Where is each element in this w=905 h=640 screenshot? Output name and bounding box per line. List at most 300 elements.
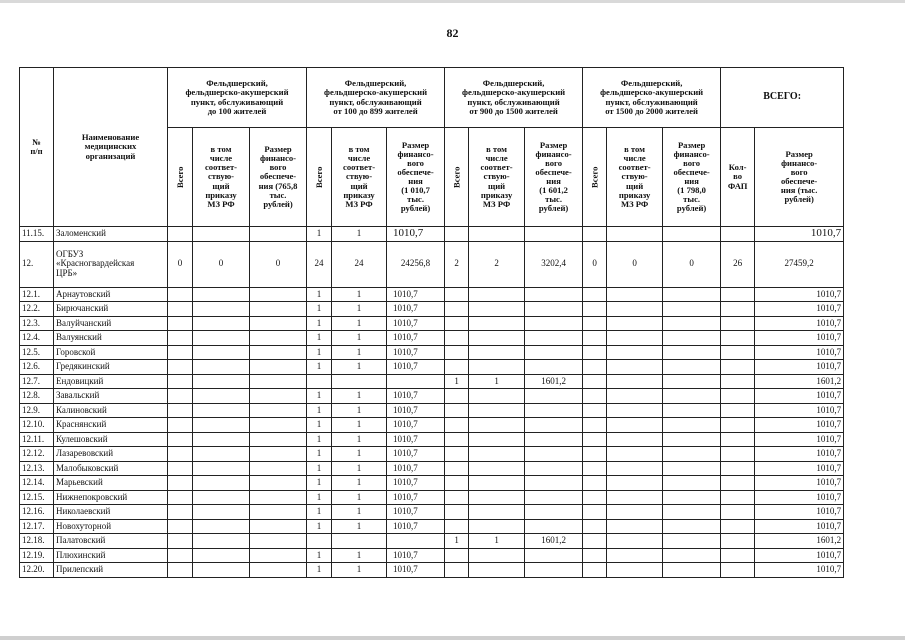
value-cell <box>469 302 525 317</box>
value-cell <box>663 461 721 476</box>
value-cell: 0 <box>250 241 307 287</box>
value-cell <box>193 563 250 578</box>
value-cell <box>387 374 445 389</box>
value-cell <box>721 505 755 520</box>
value-cell <box>721 519 755 534</box>
value-cell: 1 <box>307 432 332 447</box>
value-cell <box>469 345 525 360</box>
value-cell <box>250 519 307 534</box>
organization-name-cell: Прилепский <box>54 563 168 578</box>
value-cell <box>193 476 250 491</box>
value-cell <box>663 389 721 404</box>
value-cell: 2 <box>445 241 469 287</box>
organization-name-cell: Арнаутовский <box>54 287 168 302</box>
value-cell: 1010,7 <box>387 389 445 404</box>
table-row <box>20 432 844 447</box>
value-cell <box>469 287 525 302</box>
value-cell: 1601,2 <box>525 534 583 549</box>
value-cell: 1 <box>445 534 469 549</box>
header-size-2: Размер финансо- вого обеспече- ния (1 010,7 тыс. рублей) <box>387 128 445 227</box>
table-row <box>20 548 844 563</box>
header-size-3: Размер финансо- вого обеспече- ния (1 601,2 тыс. рублей) <box>525 128 583 227</box>
value-cell <box>607 548 663 563</box>
value-cell <box>469 505 525 520</box>
value-cell <box>721 389 755 404</box>
value-cell <box>250 548 307 563</box>
value-cell: 1010,7 <box>387 345 445 360</box>
value-cell <box>469 563 525 578</box>
value-cell: 1 <box>307 519 332 534</box>
table-row <box>20 316 844 331</box>
value-cell <box>445 432 469 447</box>
value-cell <box>445 403 469 418</box>
value-cell: 24 <box>307 241 332 287</box>
value-cell <box>663 534 721 549</box>
value-cell <box>583 374 607 389</box>
value-cell <box>193 447 250 462</box>
value-cell <box>583 287 607 302</box>
value-cell <box>445 461 469 476</box>
row-number-cell: 12.9. <box>20 403 54 418</box>
value-cell <box>525 505 583 520</box>
value-cell <box>250 476 307 491</box>
value-cell: 1 <box>332 331 387 346</box>
value-cell: 1 <box>307 505 332 520</box>
value-cell <box>469 476 525 491</box>
row-number-cell: 12.3. <box>20 316 54 331</box>
value-cell <box>525 418 583 433</box>
organization-name-cell: Плюхинский <box>54 548 168 563</box>
value-cell: 1 <box>307 461 332 476</box>
value-cell <box>663 403 721 418</box>
organization-name-cell: ОГБУЗ «Красногвардейская ЦРБ» <box>54 241 168 287</box>
value-cell <box>583 519 607 534</box>
row-number-cell: 12.12. <box>20 447 54 462</box>
value-cell <box>469 227 525 242</box>
value-cell <box>250 389 307 404</box>
value-cell <box>445 476 469 491</box>
value-cell <box>663 331 721 346</box>
value-cell <box>445 302 469 317</box>
value-cell <box>250 432 307 447</box>
value-cell <box>607 418 663 433</box>
value-cell <box>445 227 469 242</box>
value-cell: 1 <box>332 227 387 242</box>
value-cell <box>607 331 663 346</box>
value-cell <box>469 519 525 534</box>
value-cell: 1 <box>307 418 332 433</box>
organization-name-cell: Николаевский <box>54 505 168 520</box>
value-cell <box>445 563 469 578</box>
value-cell <box>607 345 663 360</box>
table-row <box>20 505 844 520</box>
value-cell <box>250 287 307 302</box>
value-cell: 1010,7 <box>387 490 445 505</box>
row-number-cell: 12.18. <box>20 534 54 549</box>
organization-name-cell: Кулешовский <box>54 432 168 447</box>
value-cell <box>525 331 583 346</box>
value-cell <box>193 227 250 242</box>
value-cell <box>721 227 755 242</box>
value-cell <box>445 418 469 433</box>
value-cell: 1010,7 <box>387 563 445 578</box>
value-cell: 1010,7 <box>755 418 844 433</box>
value-cell <box>168 476 193 491</box>
value-cell <box>445 345 469 360</box>
value-cell <box>583 490 607 505</box>
row-number-cell: 12.13. <box>20 461 54 476</box>
value-cell <box>607 403 663 418</box>
value-cell: 1010,7 <box>755 432 844 447</box>
value-cell <box>250 345 307 360</box>
header-vsego-4: Всего <box>583 128 607 227</box>
header-size-4: Размер финансо- вого обеспече- ния (1 798,0 тыс. рублей) <box>663 128 721 227</box>
value-cell <box>250 227 307 242</box>
value-cell <box>193 490 250 505</box>
value-cell: 1 <box>332 360 387 375</box>
value-cell <box>607 490 663 505</box>
table-row <box>20 374 844 389</box>
value-cell: 1010,7 <box>755 563 844 578</box>
value-cell <box>168 461 193 476</box>
header-num: № п/п <box>20 68 54 227</box>
value-cell: 1 <box>307 316 332 331</box>
header-total: ВСЕГО: <box>721 68 844 128</box>
value-cell <box>250 447 307 462</box>
value-cell: 1010,7 <box>755 461 844 476</box>
value-cell <box>721 490 755 505</box>
organization-name-cell: Завальский <box>54 389 168 404</box>
value-cell <box>525 461 583 476</box>
header-vsego-2: Всего <box>307 128 332 227</box>
header-vtom-3: в том числе соответ- ствую- щий приказу МЗ РФ <box>469 128 525 227</box>
value-cell: 1010,7 <box>387 302 445 317</box>
value-cell: 1010,7 <box>755 287 844 302</box>
value-cell <box>193 519 250 534</box>
value-cell <box>193 287 250 302</box>
value-cell: 1010,7 <box>755 345 844 360</box>
table-row <box>20 476 844 491</box>
value-cell <box>168 345 193 360</box>
row-number-cell: 12.15. <box>20 490 54 505</box>
value-cell <box>583 316 607 331</box>
value-cell <box>663 345 721 360</box>
value-cell: 1 <box>332 563 387 578</box>
value-cell <box>663 476 721 491</box>
organization-name-cell: Краснянский <box>54 418 168 433</box>
value-cell <box>168 534 193 549</box>
value-cell <box>663 490 721 505</box>
value-cell: 1010,7 <box>755 519 844 534</box>
organization-name-cell: Нижнепокровский <box>54 490 168 505</box>
value-cell <box>583 505 607 520</box>
value-cell <box>607 519 663 534</box>
value-cell: 1 <box>332 476 387 491</box>
row-number-cell: 12.11. <box>20 432 54 447</box>
value-cell <box>250 505 307 520</box>
value-cell <box>445 548 469 563</box>
value-cell <box>469 461 525 476</box>
table-header <box>20 68 844 227</box>
value-cell <box>525 287 583 302</box>
value-cell <box>663 418 721 433</box>
value-cell: 1010,7 <box>387 519 445 534</box>
value-cell <box>193 360 250 375</box>
value-cell <box>168 563 193 578</box>
value-cell <box>469 389 525 404</box>
row-number-cell: 12.8. <box>20 389 54 404</box>
value-cell: 1 <box>307 403 332 418</box>
value-cell: 1 <box>307 360 332 375</box>
value-cell <box>607 447 663 462</box>
value-cell: 1010,7 <box>387 227 445 242</box>
value-cell <box>583 360 607 375</box>
value-cell <box>663 432 721 447</box>
value-cell <box>721 418 755 433</box>
value-cell: 1010,7 <box>755 331 844 346</box>
value-cell <box>445 490 469 505</box>
value-cell: 1 <box>332 519 387 534</box>
value-cell: 24256,8 <box>387 241 445 287</box>
table-row <box>20 563 844 578</box>
value-cell <box>525 227 583 242</box>
value-cell <box>607 360 663 375</box>
value-cell <box>721 461 755 476</box>
value-cell <box>469 432 525 447</box>
value-cell <box>583 447 607 462</box>
value-cell <box>445 331 469 346</box>
table-row <box>20 287 844 302</box>
header-vsego-1: Всего <box>168 128 193 227</box>
value-cell <box>721 563 755 578</box>
value-cell <box>168 505 193 520</box>
value-cell: 1 <box>469 374 525 389</box>
value-cell <box>663 227 721 242</box>
value-cell <box>583 432 607 447</box>
value-cell: 0 <box>193 241 250 287</box>
value-cell: 0 <box>583 241 607 287</box>
table-row <box>20 345 844 360</box>
value-cell: 1010,7 <box>755 548 844 563</box>
value-cell <box>583 389 607 404</box>
header-group-3: Фельдшерский, фельдшерско-акушерский пункт, обслуживающий от 900 до 1500 жителей <box>445 68 583 128</box>
value-cell: 1 <box>307 287 332 302</box>
value-cell: 1 <box>332 316 387 331</box>
value-cell <box>387 534 445 549</box>
value-cell <box>469 447 525 462</box>
table-row <box>20 418 844 433</box>
organization-name-cell: Бирючанский <box>54 302 168 317</box>
value-cell <box>250 461 307 476</box>
value-cell: 1010,7 <box>387 548 445 563</box>
table-body <box>20 227 844 578</box>
value-cell <box>193 331 250 346</box>
table-row <box>20 461 844 476</box>
value-cell: 1010,7 <box>755 316 844 331</box>
table-row <box>20 490 844 505</box>
table-row <box>20 241 844 287</box>
value-cell <box>607 302 663 317</box>
header-vtom-2: в том числе соответ- ствую- щий приказу МЗ РФ <box>332 128 387 227</box>
value-cell: 1 <box>445 374 469 389</box>
value-cell: 1010,7 <box>387 360 445 375</box>
value-cell <box>607 227 663 242</box>
value-cell <box>663 287 721 302</box>
page-top-edge <box>0 0 905 3</box>
organization-name-cell: Марьевский <box>54 476 168 491</box>
value-cell <box>445 316 469 331</box>
value-cell <box>193 389 250 404</box>
row-number-cell: 12.2. <box>20 302 54 317</box>
value-cell <box>583 563 607 578</box>
value-cell: 1 <box>332 389 387 404</box>
value-cell <box>583 331 607 346</box>
value-cell <box>721 476 755 491</box>
page-bottom-edge <box>0 636 905 640</box>
facilities-table <box>19 67 844 578</box>
value-cell: 1010,7 <box>755 447 844 462</box>
value-cell <box>168 548 193 563</box>
row-number-cell: 12.17. <box>20 519 54 534</box>
value-cell <box>583 461 607 476</box>
value-cell <box>250 374 307 389</box>
value-cell <box>525 316 583 331</box>
value-cell <box>525 432 583 447</box>
row-number-cell: 12.4. <box>20 331 54 346</box>
value-cell <box>250 418 307 433</box>
value-cell <box>663 447 721 462</box>
value-cell <box>469 403 525 418</box>
value-cell <box>607 316 663 331</box>
value-cell <box>168 490 193 505</box>
value-cell <box>332 534 387 549</box>
value-cell: 1 <box>332 302 387 317</box>
table-row <box>20 227 844 242</box>
value-cell <box>721 287 755 302</box>
page-number: 82 <box>446 26 459 40</box>
value-cell <box>663 505 721 520</box>
value-cell <box>307 534 332 549</box>
row-number-cell: 12.14. <box>20 476 54 491</box>
organization-name-cell: Палатовский <box>54 534 168 549</box>
value-cell <box>193 418 250 433</box>
value-cell: 1010,7 <box>387 505 445 520</box>
value-cell <box>607 374 663 389</box>
value-cell <box>525 548 583 563</box>
value-cell <box>583 548 607 563</box>
value-cell <box>721 302 755 317</box>
value-cell: 1 <box>307 302 332 317</box>
value-cell <box>525 519 583 534</box>
value-cell <box>721 345 755 360</box>
value-cell <box>525 403 583 418</box>
value-cell: 24 <box>332 241 387 287</box>
header-size-1: Размер финансо- вого обеспече- ния (765,8 тыс. рублей) <box>250 128 307 227</box>
value-cell <box>607 476 663 491</box>
value-cell: 1 <box>307 389 332 404</box>
header-vsego-3: Всего <box>445 128 469 227</box>
value-cell <box>525 563 583 578</box>
row-number-cell: 12.1. <box>20 287 54 302</box>
value-cell <box>663 316 721 331</box>
value-cell <box>583 534 607 549</box>
value-cell <box>445 389 469 404</box>
value-cell <box>307 374 332 389</box>
value-cell: 1010,7 <box>387 331 445 346</box>
value-cell <box>583 476 607 491</box>
value-cell: 1010,7 <box>387 447 445 462</box>
value-cell <box>250 563 307 578</box>
organization-name-cell: Горовской <box>54 345 168 360</box>
value-cell: 1 <box>307 227 332 242</box>
value-cell: 0 <box>607 241 663 287</box>
value-cell: 1601,2 <box>755 374 844 389</box>
value-cell <box>607 389 663 404</box>
value-cell: 1 <box>332 418 387 433</box>
row-number-cell: 11.15. <box>20 227 54 242</box>
value-cell <box>250 316 307 331</box>
value-cell: 3202,4 <box>525 241 583 287</box>
value-cell <box>168 331 193 346</box>
organization-name-cell: Новохуторной <box>54 519 168 534</box>
value-cell: 1 <box>307 345 332 360</box>
value-cell <box>168 447 193 462</box>
value-cell <box>332 374 387 389</box>
row-number-cell: 12.6. <box>20 360 54 375</box>
value-cell <box>721 316 755 331</box>
value-cell <box>663 302 721 317</box>
table-row <box>20 403 844 418</box>
value-cell <box>193 534 250 549</box>
value-cell: 1010,7 <box>387 461 445 476</box>
value-cell <box>168 519 193 534</box>
value-cell: 1 <box>307 548 332 563</box>
value-cell <box>525 345 583 360</box>
value-cell <box>525 476 583 491</box>
table-row <box>20 331 844 346</box>
value-cell: 1 <box>332 403 387 418</box>
table-row <box>20 519 844 534</box>
value-cell: 1010,7 <box>387 287 445 302</box>
header-group-2: Фельдшерский, фельдшерско-акушерский пункт, обслуживающий от 100 до 899 жителей <box>307 68 445 128</box>
value-cell <box>607 432 663 447</box>
value-cell: 1 <box>307 476 332 491</box>
value-cell: 1010,7 <box>755 505 844 520</box>
value-cell: 1 <box>307 563 332 578</box>
table-row <box>20 389 844 404</box>
value-cell: 2 <box>469 241 525 287</box>
value-cell: 1010,7 <box>387 316 445 331</box>
row-number-cell: 12.16. <box>20 505 54 520</box>
organization-name-cell: Гредякинский <box>54 360 168 375</box>
value-cell: 1010,7 <box>755 389 844 404</box>
value-cell <box>607 505 663 520</box>
value-cell: 1 <box>469 534 525 549</box>
header-size-total: Размер финансо- вого обеспече- ния (тыс. рублей) <box>755 128 844 227</box>
value-cell: 1010,7 <box>755 476 844 491</box>
value-cell <box>607 563 663 578</box>
organization-name-cell: Валуянский <box>54 331 168 346</box>
row-number-cell: 12.10. <box>20 418 54 433</box>
value-cell <box>250 490 307 505</box>
header-group-4: Фельдшерский, фельдшерско-акушерский пункт, обслуживающий от 1500 до 2000 жителей <box>583 68 721 128</box>
value-cell <box>721 360 755 375</box>
value-cell <box>445 505 469 520</box>
row-number-cell: 12.20. <box>20 563 54 578</box>
organization-name-cell: Калиновский <box>54 403 168 418</box>
value-cell <box>469 360 525 375</box>
value-cell: 1 <box>332 461 387 476</box>
